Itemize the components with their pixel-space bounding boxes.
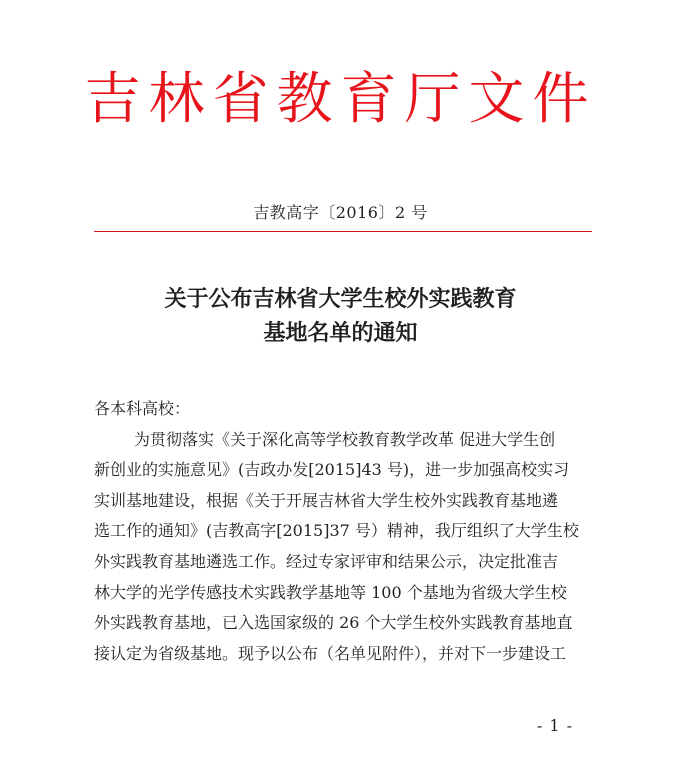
body-line: 外实践教育基地，已入选国家级的 26 个大学生校外实践教育基地直: [94, 613, 573, 633]
notice-title: [0, 282, 681, 350]
body-line: 为贯彻落实《关于深化高等学校教育教学改革 促进大学生创: [134, 429, 556, 449]
page-number: - 1 -: [536, 716, 574, 735]
body-line: 外实践教育基地遴选工作。经过专家评审和结果公示，决定批准吉: [94, 551, 559, 571]
document-header-title: 吉林省教育厅文件: [84, 67, 597, 132]
body-line: 林大学的光学传感技术实践教学基地等 100 个基地为省级大学生校: [94, 582, 567, 602]
body-line: 选工作的通知》(吉教高字[2015]37 号）精神，我厅组织了大学生校: [94, 521, 579, 541]
salutation: 各本科高校：: [94, 399, 191, 418]
document-number: 吉教高字〔2016〕2 号: [253, 203, 428, 222]
red-divider-line: [94, 231, 592, 232]
notice-title-line-1: 关于公布吉林省大学生校外实践教育: [164, 286, 517, 312]
notice-body: [94, 394, 614, 669]
body-line: 接认定为省级基地。现予以公布（名单见附件），并对下一步建设工: [94, 643, 567, 663]
notice-title-line-2: 基地名单的通知: [263, 320, 418, 346]
body-line: 实训基地建设，根据《关于开展吉林省大学生校外实践教育基地遴: [94, 490, 559, 510]
body-line: 新创业的实施意见》(吉政办发[2015]43 号)，进一步加强高校实习: [94, 460, 570, 480]
